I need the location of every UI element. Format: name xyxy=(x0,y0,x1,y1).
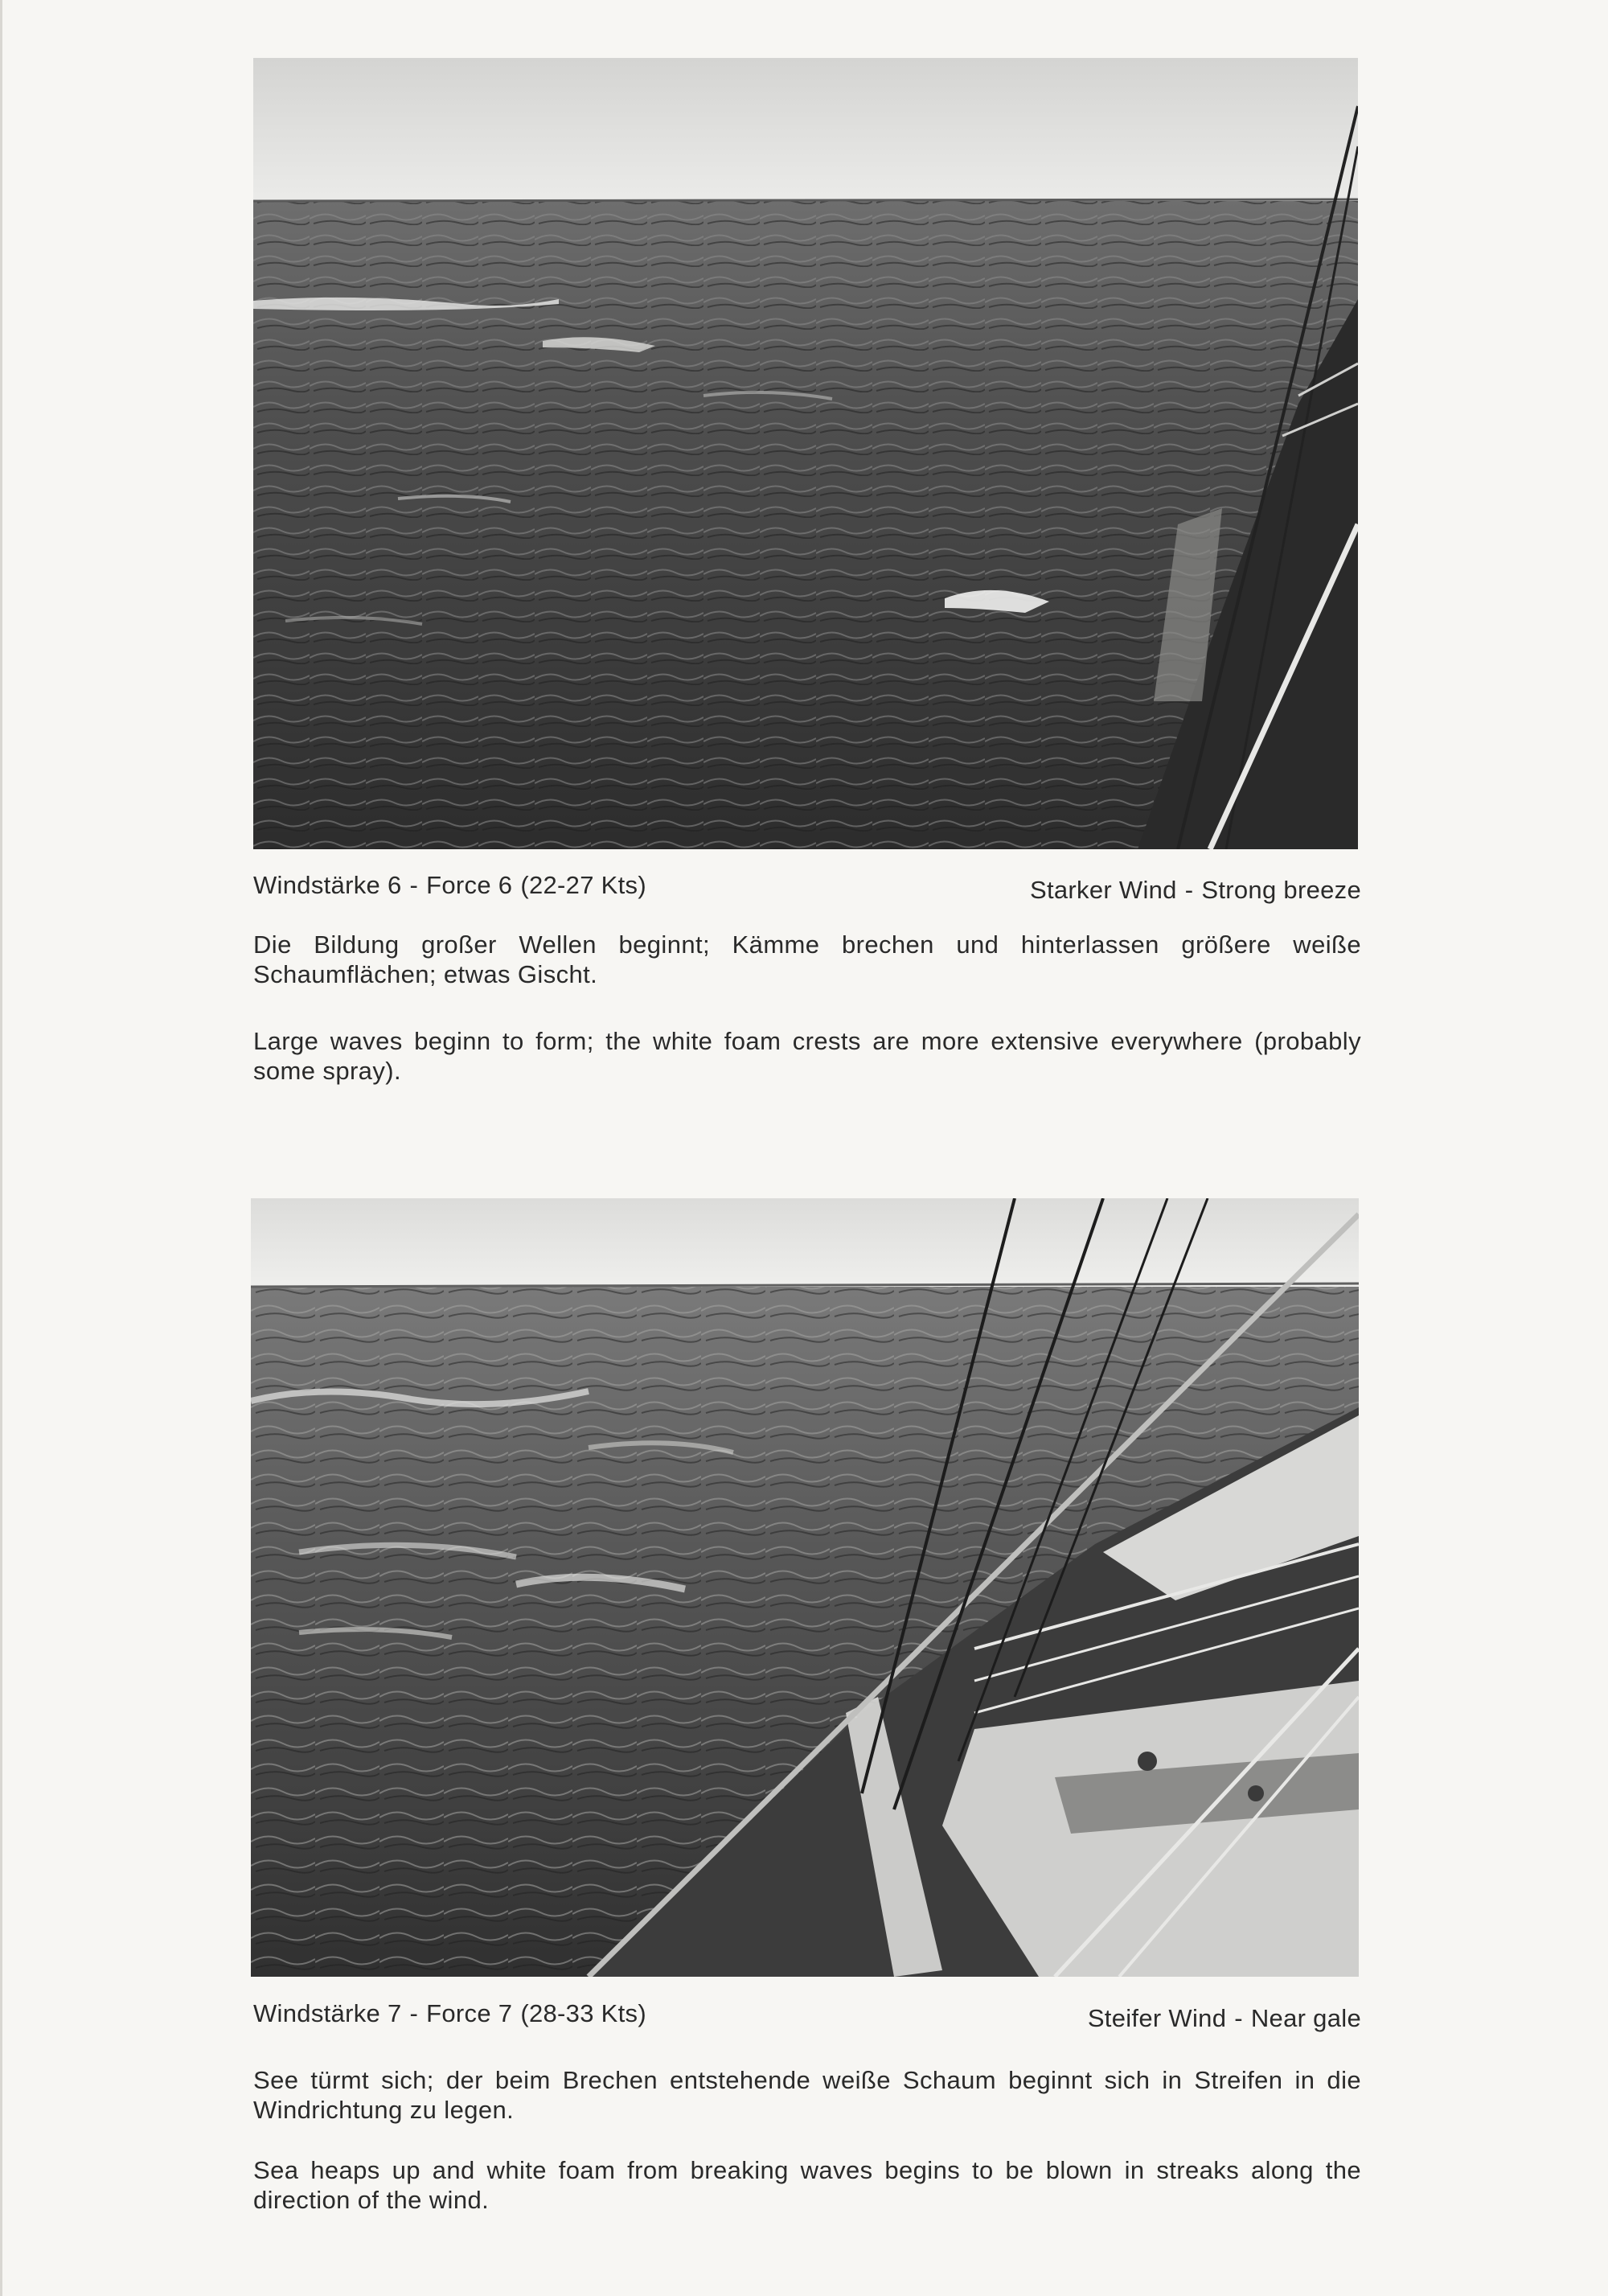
force-7-german-label: Windstärke 7 xyxy=(253,1999,402,2027)
force-7-description-german: See türmt sich; der beim Brechen entstehende weiße Schaum beginnt sich in Streifen in die Windrichtung zu legen. xyxy=(253,2066,1361,2124)
force-7-caption-right xyxy=(1088,2004,1361,2033)
force-6-german-name: Starker Wind xyxy=(1029,876,1177,904)
caption-separator: - xyxy=(1184,876,1194,904)
force-6-description-german: Die Bildung großer Wellen beginnt; Kämme brechen und hinterlassen größere weiße Schaumflächen; etwas Gischt. xyxy=(253,930,1361,988)
force-7-speed-range: (28-33 Kts) xyxy=(520,1999,646,2027)
force-7-caption xyxy=(253,1999,1361,2039)
force-7-description-english: Sea heaps up and white foam from breaking waves begins to be blown in streaks along the direction of the wind. xyxy=(253,2156,1361,2214)
force-7-english-name: Near gale xyxy=(1250,2004,1361,2032)
force-6-speed-range: (22-27 Kts) xyxy=(520,871,646,899)
force-7-seascape xyxy=(251,1198,1359,1977)
force-6-caption-right xyxy=(1030,876,1361,905)
force-6-description-english: Large waves beginn to form; the white foam crests are more extensive everywhere (probably some spray). xyxy=(253,1027,1361,1085)
caption-separator: - xyxy=(1234,2004,1243,2032)
sea-state-force-6-photo xyxy=(253,58,1358,849)
caption-separator: - xyxy=(409,871,419,899)
force-7-caption-left xyxy=(253,1999,646,2028)
force-6-caption-left xyxy=(253,871,646,900)
force-6-german-label: Windstärke 6 xyxy=(253,871,402,899)
force-6-english-label: Force 6 xyxy=(426,871,513,899)
sea-state-force-7-photo xyxy=(251,1198,1359,1977)
force-6-caption xyxy=(253,871,1361,911)
force-6-english-name: Strong breeze xyxy=(1201,876,1361,904)
caption-separator: - xyxy=(409,1999,419,2027)
force-7-english-label: Force 7 xyxy=(426,1999,513,2027)
force-7-german-name: Steifer Wind xyxy=(1087,2004,1227,2032)
page-edge xyxy=(0,0,2,2296)
force-6-seascape xyxy=(253,58,1358,849)
